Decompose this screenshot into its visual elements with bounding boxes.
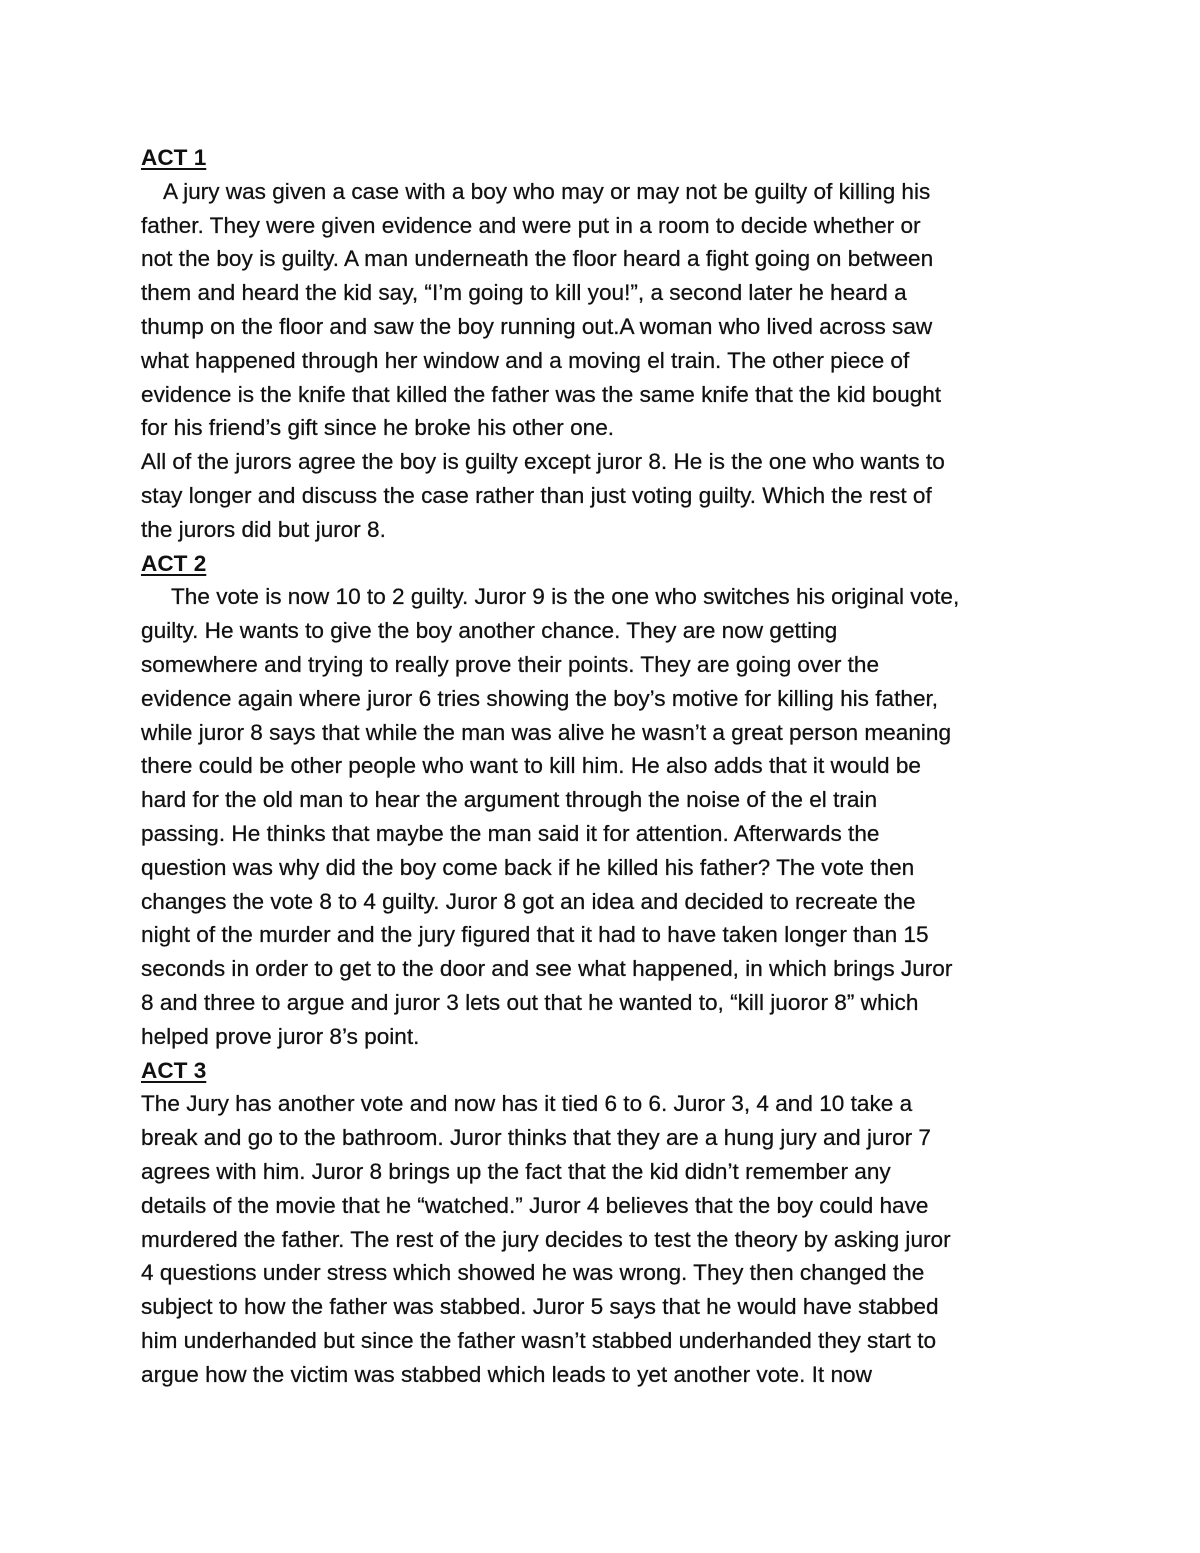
text-line: details of the movie that he “watched.” Juror 4 believes that the boy could have xyxy=(141,1192,929,1218)
text-line: for his friend’s gift since he broke his other one. xyxy=(141,415,615,441)
text-line: All of the jurors agree the boy is guilty except juror 8. He is the one who wants to xyxy=(141,449,945,475)
text-line: the jurors did but juror 8. xyxy=(141,516,386,542)
text-line: not the boy is guilty. A man underneath the floor heard a fight going on between xyxy=(141,246,934,272)
text-line: passing. He thinks that maybe the man said it for attention. Afterwards the xyxy=(141,820,880,846)
text-line: The Jury has another vote and now has it tied 6 to 6. Juror 3, 4 and 10 take a xyxy=(141,1091,913,1117)
text-line: 4 questions under stress which showed he was wrong. They then changed the xyxy=(141,1260,925,1286)
text-line: somewhere and trying to really prove their points. They are going over the xyxy=(141,651,880,677)
text-line: him underhanded but since the father wasn’t stabbed underhanded they start to xyxy=(141,1327,937,1353)
text-line: changes the vote 8 to 4 guilty. Juror 8 got an idea and decided to recreate the xyxy=(141,888,916,914)
section-heading-act-3: ACT 3 xyxy=(141,1057,207,1083)
text-line: murdered the father. The rest of the jury decides to test the theory by asking juror xyxy=(141,1226,951,1252)
text-line: 8 and three to argue and juror 3 lets out that he wanted to, “kill juoror 8” which xyxy=(141,989,919,1015)
text-line: helped prove juror 8’s point. xyxy=(141,1023,420,1049)
text-line: agrees with him. Juror 8 brings up the fact that the kid didn’t remember any xyxy=(141,1158,891,1184)
text-line: what happened through her window and a moving el train. The other piece of xyxy=(141,347,910,373)
text-line: question was why did the boy come back if he killed his father? The vote then xyxy=(141,854,915,880)
text-line: argue how the victim was stabbed which leads to yet another vote. It now xyxy=(141,1361,872,1387)
text-line: father. They were given evidence and were put in a room to decide whether or xyxy=(141,212,921,238)
text-line: break and go to the bathroom. Juror thinks that they are a hung jury and juror 7 xyxy=(141,1125,931,1151)
text-line: hard for the old man to hear the argument through the noise of the el train xyxy=(141,787,878,813)
text-line: subject to how the father was stabbed. Juror 5 says that he would have stabbed xyxy=(141,1294,939,1320)
text-line: seconds in order to get to the door and see what happened, in which brings Juror xyxy=(141,956,953,982)
text-line: The vote is now 10 to 2 guilty. Juror 9 is the one who switches his original vote, xyxy=(171,584,960,610)
text-line: thump on the floor and saw the boy running out.A woman who lived across saw xyxy=(141,313,933,339)
section-heading-act-2: ACT 2 xyxy=(141,550,207,576)
text-line: evidence again where juror 6 tries showing the boy’s motive for killing his father, xyxy=(141,685,939,711)
document-body xyxy=(141,141,1081,1391)
text-line: them and heard the kid say, “I’m going to kill you!”, a second later he heard a xyxy=(141,280,907,306)
text-line: night of the murder and the jury figured that it had to have taken longer than 15 xyxy=(141,922,929,948)
text-line: there could be other people who want to kill him. He also adds that it would be xyxy=(141,753,921,779)
text-line: guilty. He wants to give the boy another chance. They are now getting xyxy=(141,618,838,644)
text-line: A jury was given a case with a boy who may or may not be guilty of killing his xyxy=(163,178,931,204)
text-line: stay longer and discuss the case rather than just voting guilty. Which the rest of xyxy=(141,482,932,508)
section-heading-act-1: ACT 1 xyxy=(141,145,207,170)
text-line: evidence is the knife that killed the father was the same knife that the kid bought xyxy=(141,381,942,407)
text-line: while juror 8 says that while the man was alive he wasn’t a great person meaning xyxy=(141,719,952,745)
